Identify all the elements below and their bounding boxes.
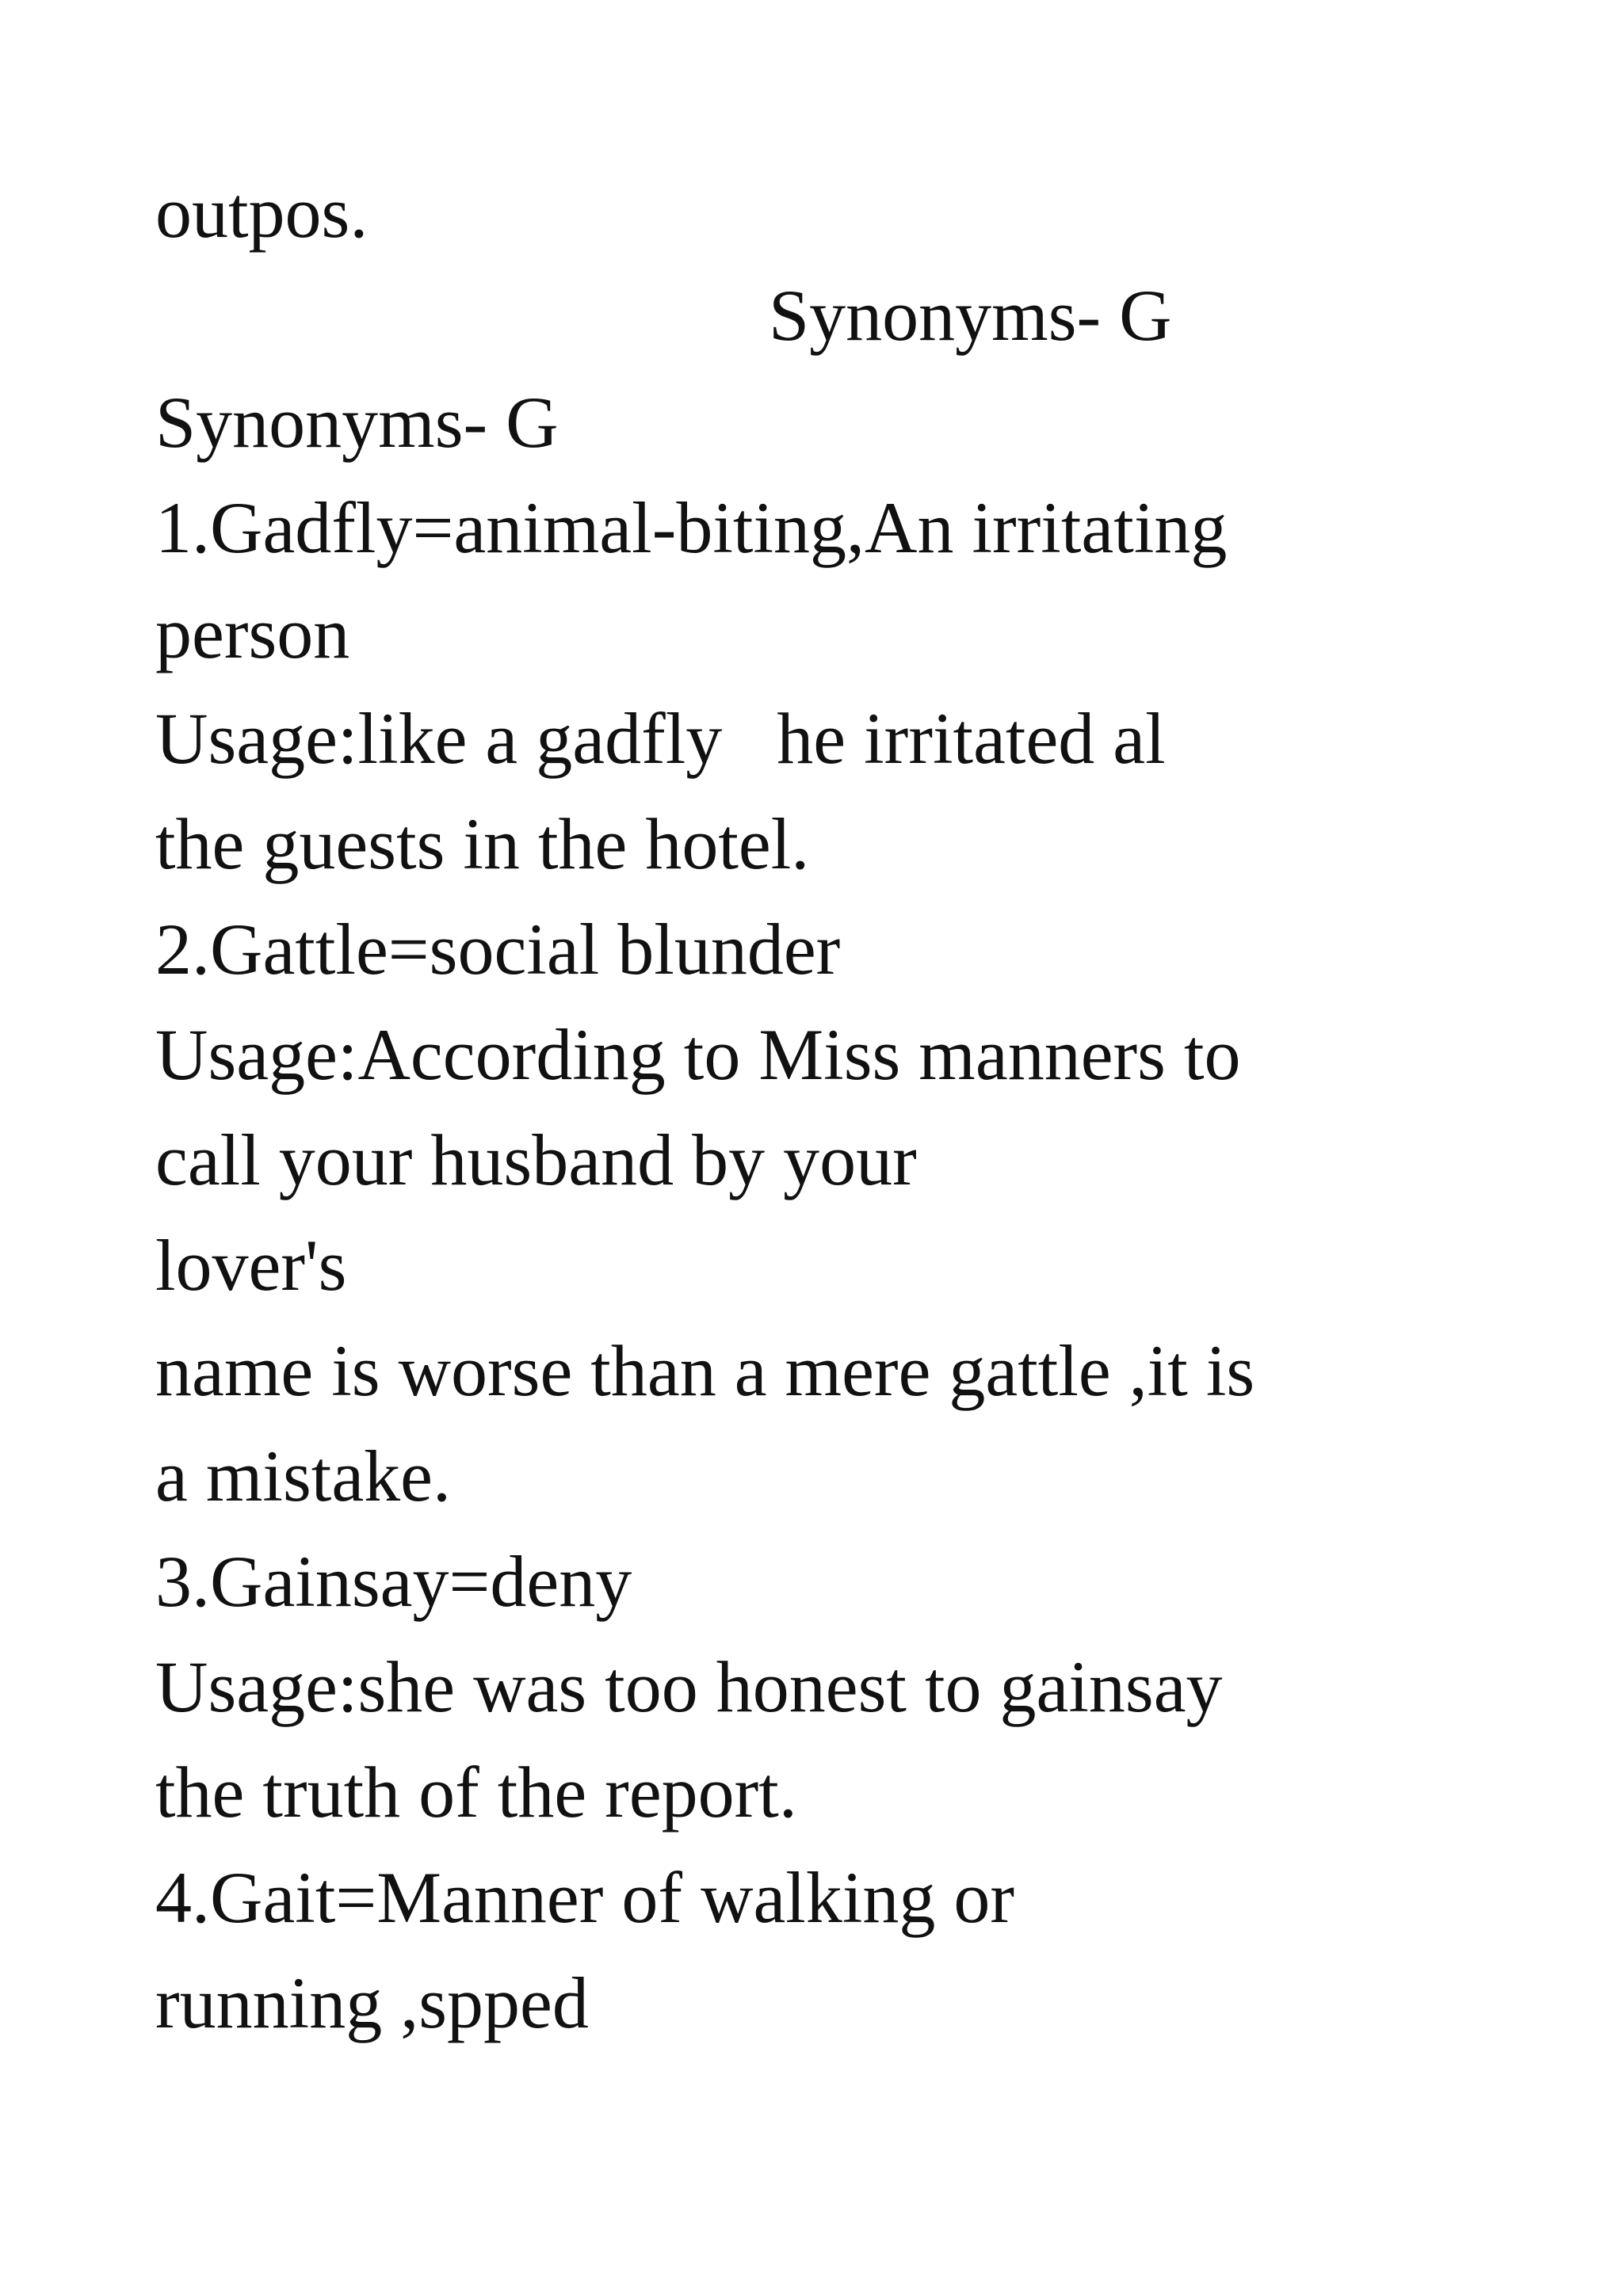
section-heading: Synonyms- G: [155, 382, 559, 463]
entry-2-usage: Usage:According to Miss manners to: [155, 1014, 1241, 1095]
entry-2-usage-continued: lover's: [155, 1225, 347, 1306]
entry-1-usage: Usage:like a gadfly he irritated al: [155, 698, 1166, 779]
entry-4-definition: 4.Gait=Manner of walking or: [155, 1857, 1015, 1938]
entry-2-usage-continued: name is worse than a mere gattle ,it is: [155, 1330, 1255, 1411]
entry-2-definition: 2.Gattle=social blunder: [155, 909, 841, 990]
entry-3-usage: Usage:she was too honest to gainsay: [155, 1646, 1223, 1727]
text-line-fragment: outpos.: [155, 172, 369, 253]
entry-1-usage-continued: the guests in the hotel.: [155, 803, 810, 884]
entry-4-definition-continued: running ,spped: [155, 1962, 589, 2043]
entry-3-usage-continued: the truth of the report.: [155, 1752, 797, 1833]
entry-2-usage-continued: a mistake.: [155, 1436, 451, 1516]
entry-1-definition-continued: person: [155, 593, 350, 673]
entry-1-definition: 1.Gadfly=animal-biting,An irritating: [155, 487, 1228, 568]
entry-2-usage-continued: call your husband by your: [155, 1119, 917, 1200]
centered-heading: Synonyms- G: [769, 275, 1172, 356]
entry-3-definition: 3.Gainsay=deny: [155, 1541, 632, 1622]
